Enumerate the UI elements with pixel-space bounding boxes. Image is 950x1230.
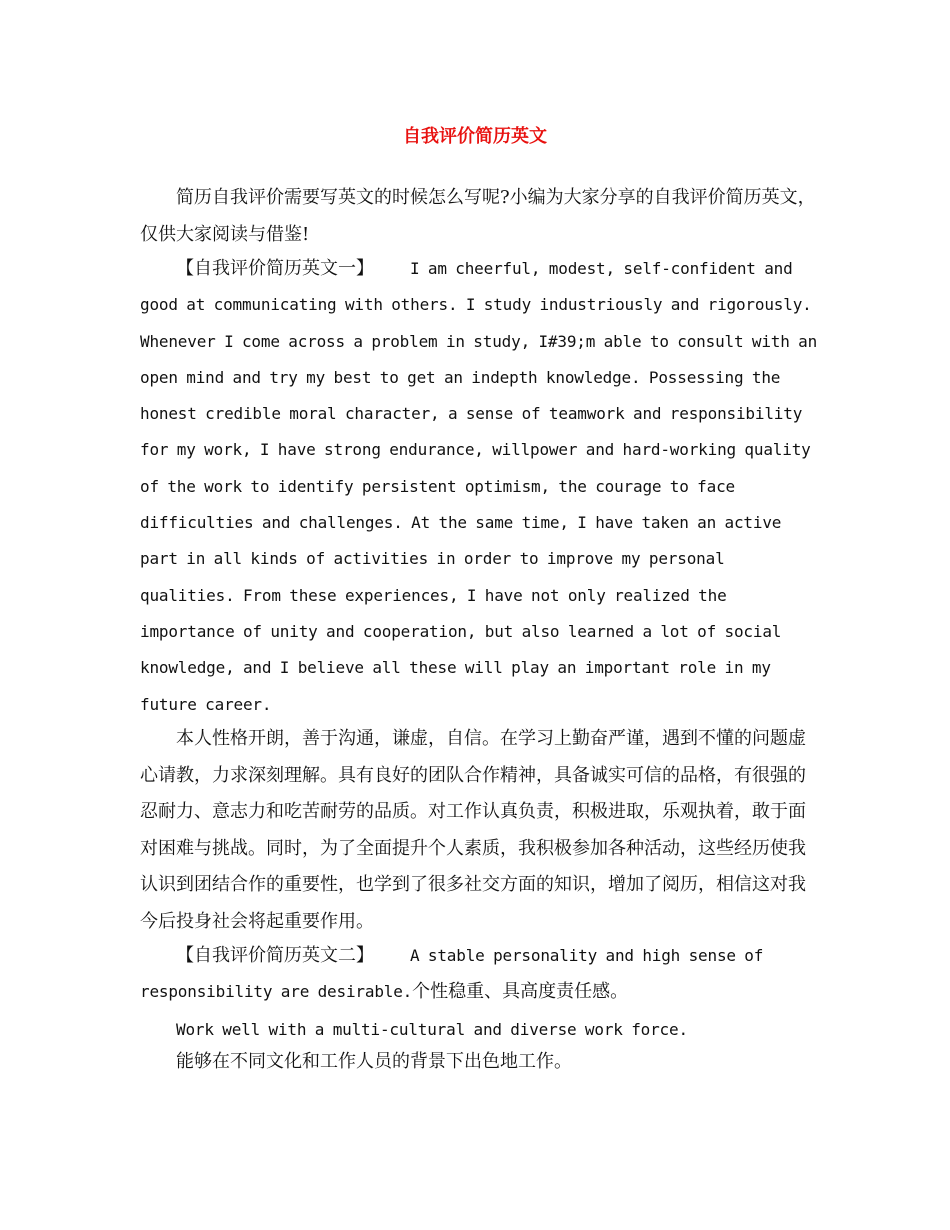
work-english-line: Work well with a multi-cultural and diverse work force. (176, 1020, 688, 1039)
section-two-heading: 【自我评价简历英文二】 (176, 945, 374, 966)
intro-paragraph: 简历自我评价需要写英文的时候怎么写呢?小编为大家分享的自我评价简历英文，仅供大家阅读与借鉴! (140, 187, 816, 245)
section-two-english: A stable personality and high sense of responsibility are desirable. (140, 946, 764, 1002)
section-one-english: I am cheerful, modest, self-confident and good at communicating with others. I study industriously and rigorously. Whenever I come across a problem in study, I#39;m able to consult with an open mind and try my best to get an indepth knowledge. Possessing the honest credible moral character, a sense of teamwork and responsibility for my work, I have strong endurance, willpower and hard-working quality of the work to identify persistent optimism, the courage to face difficulties and challenges. At the same time, I have taken an active part in all kinds of activities in order to improve my personal qualities. From these experiences, I have not only realized the importance of unity and cooperation, but also learned a lot of social knowledge, and I believe all these will play an important role in my future career. (140, 259, 818, 714)
section-one-chinese-paragraph: 本人性格开朗，善于沟通，谦虚，自信。在学习上勤奋严谨，遇到不懂的问题虚心请教，力求深刻理解。具有良好的团队合作精神，具备诚实可信的品格，有很强的忍耐力、意志力和吃苦耐劳的品质。对工作认真负责，积极进取，乐观执着，敢于面对困难与挑战。同时，为了全面提升个人素质，我积极参加各种活动，这些经历使我认识到团结合作的重要性，也学到了很多社交方面的知识，增加了阅历，相信这对我今后投身社会将起重要作用。 (140, 728, 806, 932)
section-one-heading: 【自我评价简历英文一】 (176, 258, 374, 279)
section-two-chinese: 个性稳重、具高度责任感。 (412, 981, 629, 1003)
document-title: 自我评价简历英文 (403, 126, 547, 147)
section-two-paragraph (140, 938, 820, 1011)
work-chinese-line: 能够在不同文化和工作人员的背景下出色地工作。 (176, 1051, 572, 1072)
section-one-paragraph (140, 251, 820, 723)
